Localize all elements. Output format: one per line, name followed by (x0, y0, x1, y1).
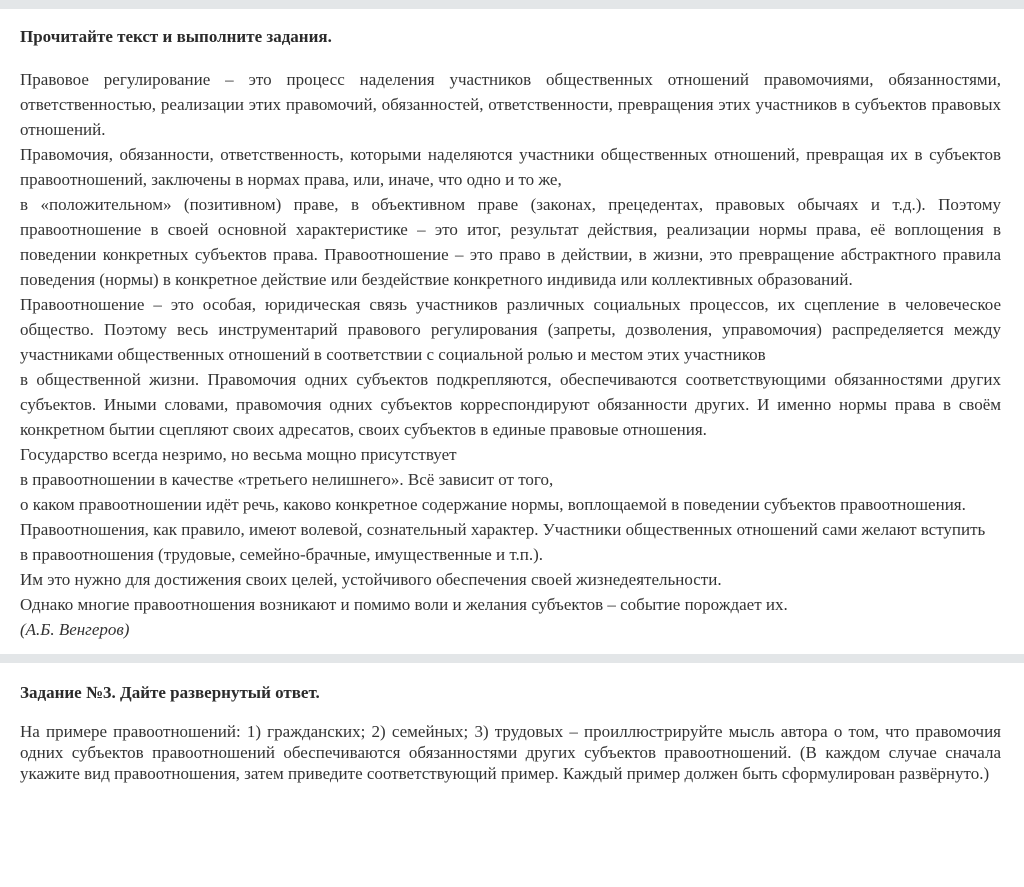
task-text: На примере правоотношений: 1) гражданских; 2) семейных; 3) трудовых – проиллюстрируйте мысль автора о том, что правомочия одних субъектов правоотношений обеспечиваются обязанностями других субъектов правоотношений. (В каждом случае сначала укажите вид правоотношения, затем приведите соответствующий пример. Каждый пример должен быть сформулирован развёрнуто.) (20, 722, 1001, 783)
task-block (0, 663, 1024, 784)
paragraph-12: Однако многие правоотношения возникают и помимо воли и желания субъектов – событие порождает их. (20, 595, 788, 614)
author-attribution: (А.Б. Венгеров) (20, 620, 130, 639)
paragraph-11: Им это нужно для достижения своих целей, устойчивого обеспечения своей жизнедеятельности. (20, 570, 722, 589)
reading-text (20, 67, 1001, 642)
top-divider (0, 0, 1024, 9)
paragraph-8: о каком правоотношении идёт речь, каково конкретное содержание нормы, воплощаемой в поведении субъектов правоотношения. (20, 495, 966, 514)
paragraph-10: в правоотношения (трудовые, семейно-брачные, имущественные и т.п.). (20, 545, 544, 564)
paragraph-7: в правоотношении в качестве «третьего нелишнего». Всё зависит от того, (20, 470, 554, 489)
paragraph-9: Правоотношения, как правило, имеют волевой, сознательный характер. Участники общественных отношений сами желают вступить (20, 520, 986, 539)
task-heading: Задание №3. Дайте развернутый ответ. (20, 683, 320, 702)
paragraph-2: Правомочия, обязанности, ответственность, которыми наделяются участники общественных отношений, превращая их в субъектов правоотношений, заключены в нормах права, или, иначе, что одно и то же, (20, 145, 1001, 189)
paragraph-3: в «положительном» (позитивном) праве, в объективном праве (законах, прецедентах, правовых обычаях и т.д.). Поэтому правоотношение в своей основной характеристике – это итог, результат действия, реализации нормы права, её воплощения в поведении конкретных субъектов права. Правоотношение – это право в действии, в жизни, это превращение абстрактного правила поведения (нормы) в конкретное действие или бездействие конкретного индивида или коллективных образований. (20, 195, 1001, 289)
paragraph-4: Правоотношение – это особая, юридическая связь участников различных социальных процессов, их сцепление в человеческое общество. Поэтому весь инструментарий правового регулирования (запреты, дозволения, управомочия) распределяется между участниками общественных отношений в соответствии с социальной ролью и местом этих участников (20, 295, 1001, 364)
reading-heading: Прочитайте текст и выполните задания. (20, 27, 332, 46)
section-divider (0, 654, 1024, 663)
reading-block (0, 9, 1024, 642)
paragraph-5: в общественной жизни. Правомочия одних субъектов подкрепляются, обеспечиваются соответствующими обязанностями других субъектов. Иными словами, правомочия одних субъектов корреспондируют обязанности других. И именно нормы права в своём конкретном бытии сцепляют своих адресатов, своих субъектов в единые правовые отношения. (20, 370, 1001, 439)
paragraph-6: Государство всегда незримо, но весьма мощно присутствует (20, 445, 457, 464)
paragraph-1: Правовое регулирование – это процесс наделения участников общественных отношений правомочиями, обязанностями, ответственностью, реализации этих правомочий, обязанностей, ответственности, превращения этих участников в субъектов правовых отношений. (20, 70, 1001, 139)
